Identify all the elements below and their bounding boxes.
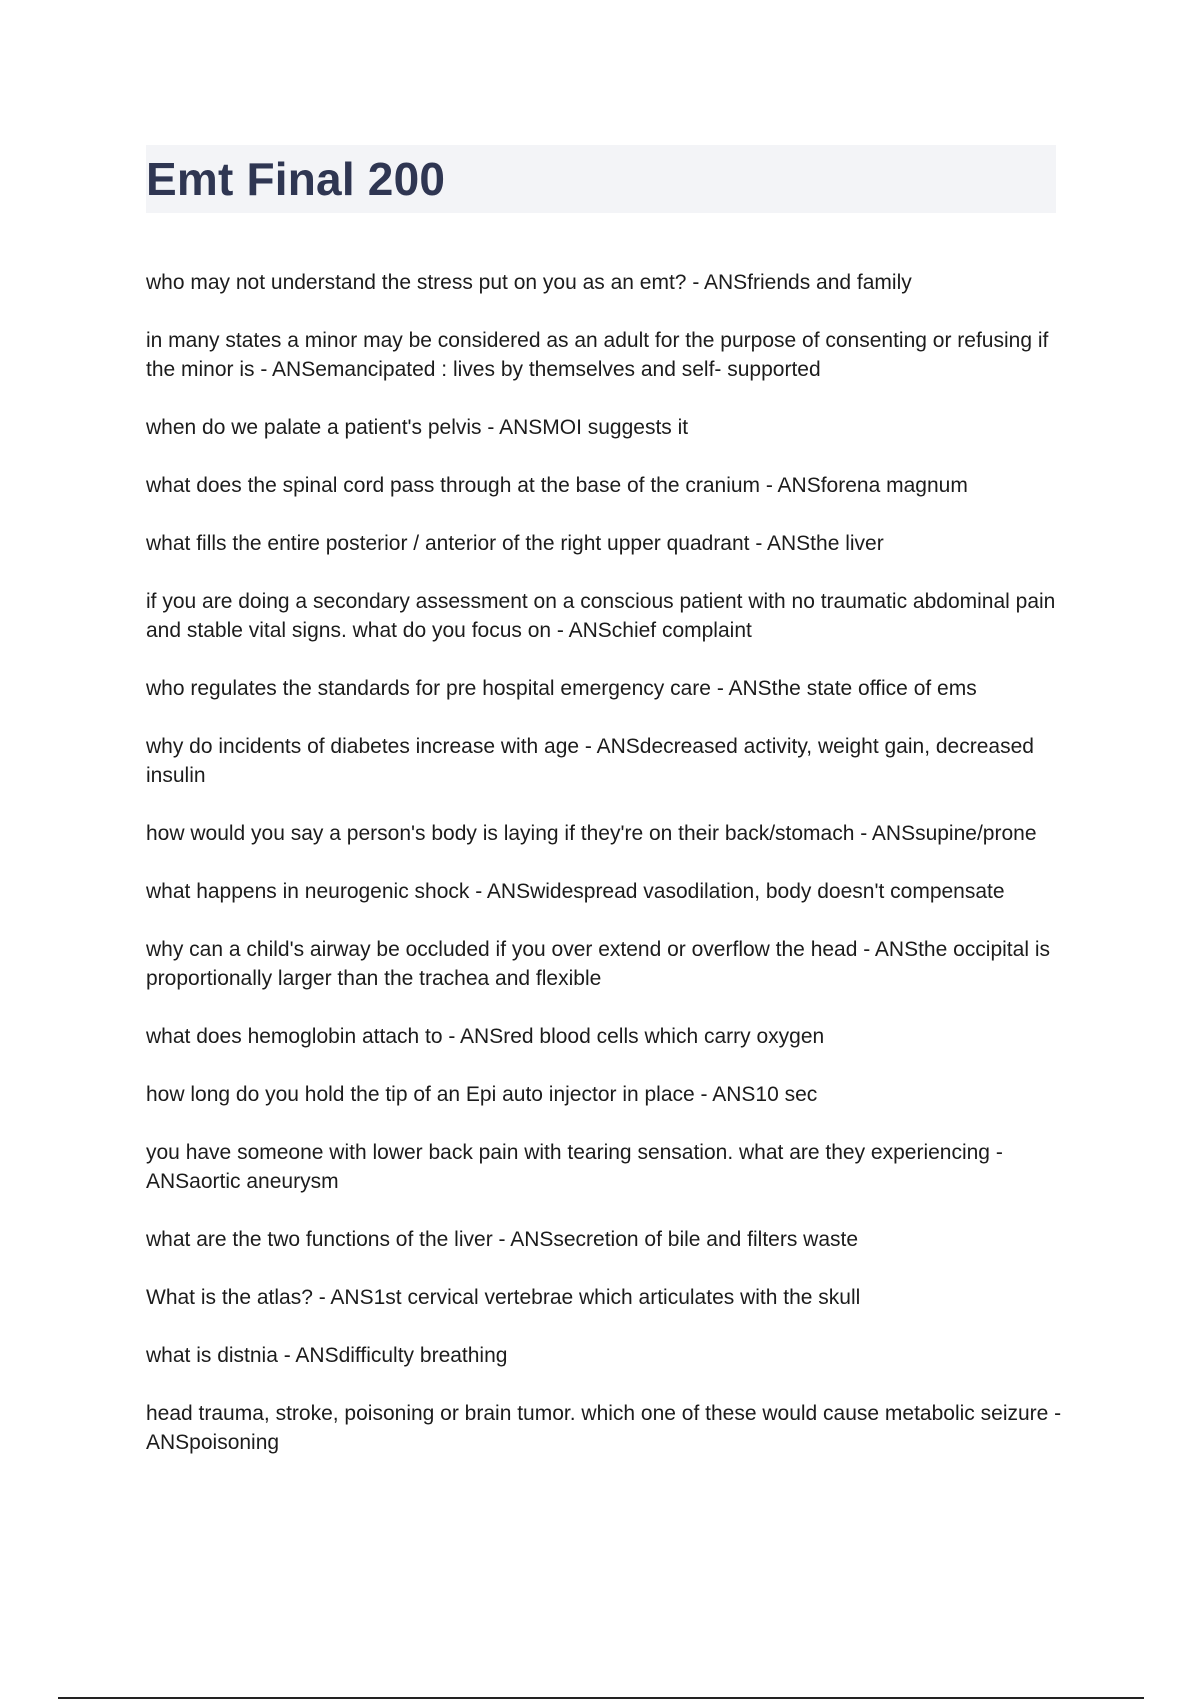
qa-item: head trauma, stroke, poisoning or brain tumor. which one of these would cause metabolic seizure - ANSpoisoning — [146, 1402, 1062, 1454]
qa-item: what fills the entire posterior / anterior of the right upper quadrant - ANSthe liver — [146, 532, 884, 555]
qa-item: why do incidents of diabetes increase with age - ANSdecreased activity, weight gain, decreased insulin — [146, 735, 1034, 787]
qa-item: who regulates the standards for pre hospital emergency care - ANSthe state office of ems — [146, 677, 977, 700]
qa-item: in many states a minor may be considered as an adult for the purpose of consenting or refusing if the minor is - ANSemancipated : lives by themselves and self- supported — [146, 329, 1049, 381]
qa-list — [146, 268, 1066, 1486]
qa-item: what are the two functions of the liver - ANSsecretion of bile and filters waste — [146, 1228, 859, 1251]
footer-rule — [58, 1697, 1144, 1699]
qa-item: how long do you hold the tip of an Epi auto injector in place - ANS10 sec — [146, 1083, 818, 1106]
qa-item: what does the spinal cord pass through at the base of the cranium - ANSforena magnum — [146, 474, 968, 497]
document-title: Emt Final 200 — [146, 153, 446, 205]
qa-item: when do we palate a patient's pelvis - ANSMOI suggests it — [146, 416, 689, 439]
qa-item: why can a child's airway be occluded if you over extend or overflow the head - ANSthe occipital is proportionally larger than the trachea and flexible — [146, 938, 1050, 990]
qa-item: if you are doing a secondary assessment on a conscious patient with no traumatic abdominal pain and stable vital signs. what do you focus on - ANSchief complaint — [146, 590, 1056, 642]
title-band — [146, 145, 1056, 213]
qa-item: how would you say a person's body is laying if they're on their back/stomach - ANSsupine/prone — [146, 822, 1037, 845]
qa-item: what happens in neurogenic shock - ANSwidespread vasodilation, body doesn't compensate — [146, 880, 1005, 903]
qa-item: you have someone with lower back pain with tearing sensation. what are they experiencing - ANSaortic aneurysm — [146, 1141, 1003, 1193]
qa-item: what is distnia - ANSdifficulty breathing — [146, 1344, 508, 1367]
qa-item: What is the atlas? - ANS1st cervical vertebrae which articulates with the skull — [146, 1286, 861, 1309]
qa-item: what does hemoglobin attach to - ANSred blood cells which carry oxygen — [146, 1025, 825, 1048]
qa-item: who may not understand the stress put on you as an emt? - ANSfriends and family — [146, 271, 912, 294]
